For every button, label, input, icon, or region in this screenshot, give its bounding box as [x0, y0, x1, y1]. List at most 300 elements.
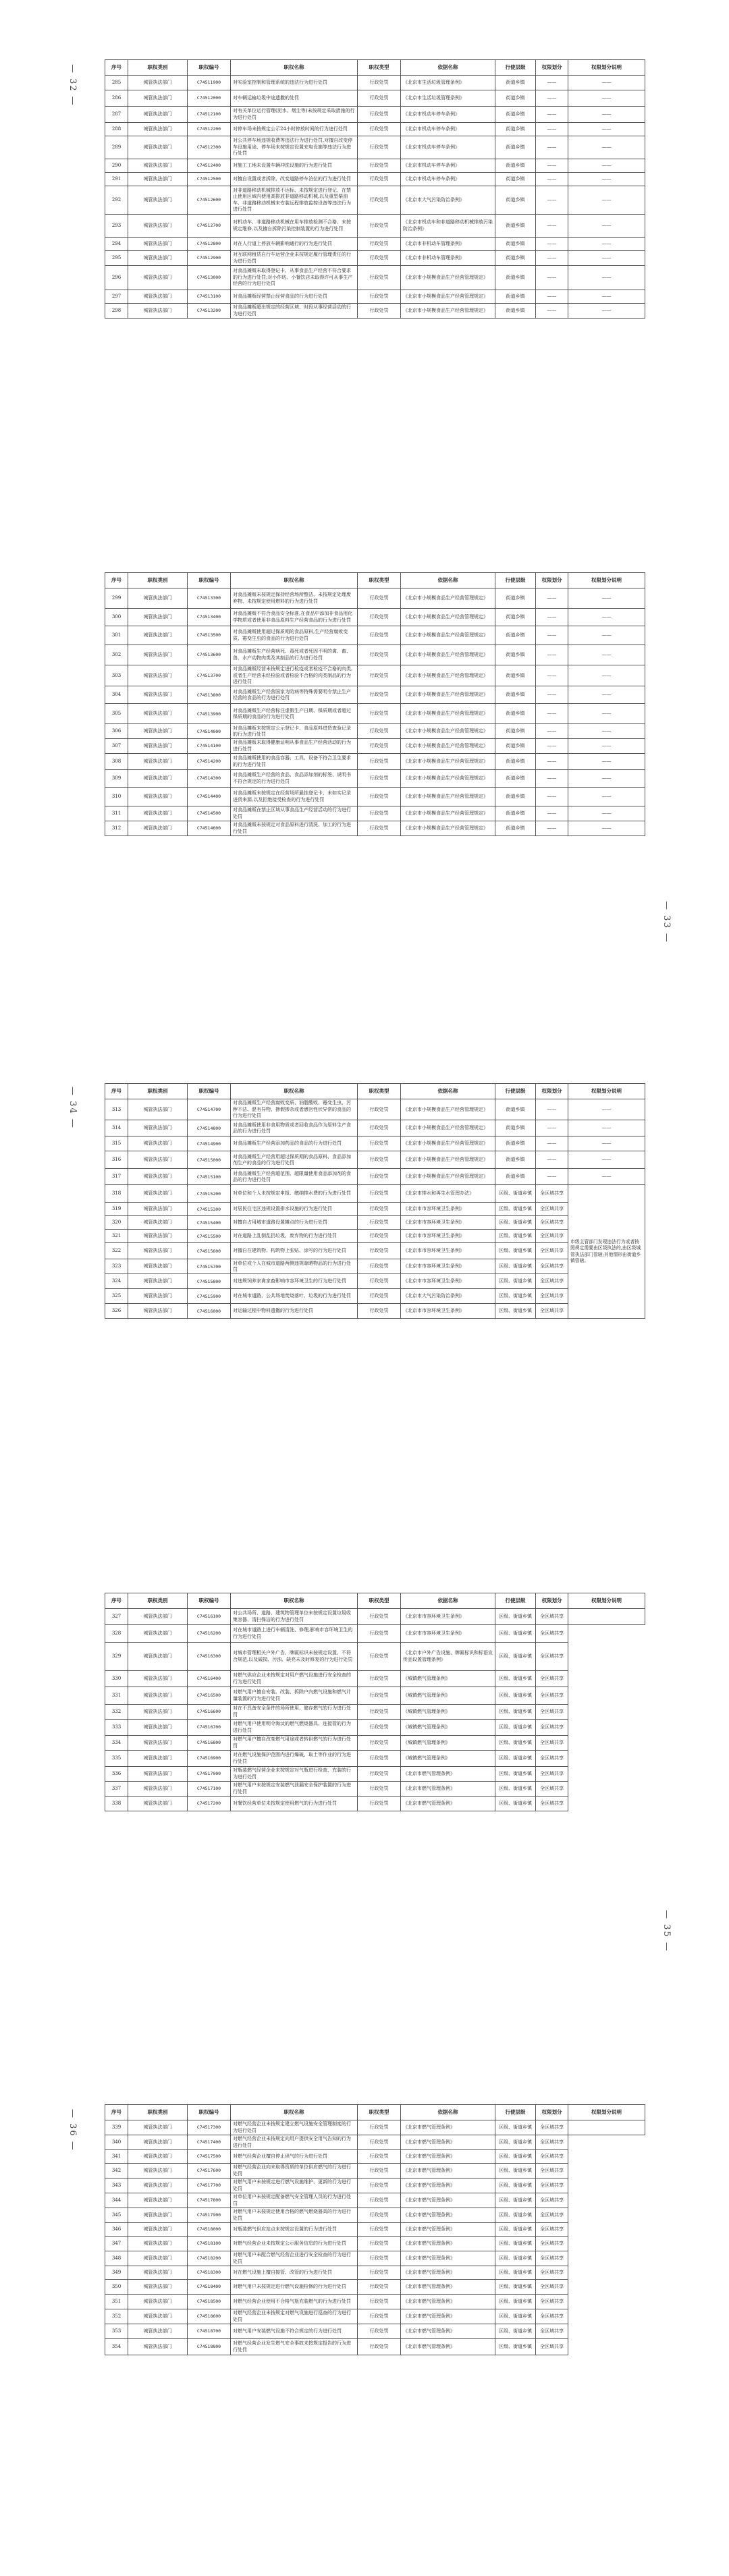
authority-type: 行政处罚 — [358, 2339, 401, 2355]
exercise-level: 区级、街道乡镇 — [495, 1230, 536, 1243]
table-row — [105, 2135, 645, 2150]
authority-division: —— — [536, 704, 568, 724]
row-number: 317 — [105, 1169, 128, 1185]
authority-name: 对燃气经营企业未按规定公示服务信息的行为进行处罚 — [231, 2237, 358, 2251]
column-header: 职权名称 — [231, 60, 358, 76]
exercise-level: 区级、街道乡镇 — [495, 1216, 536, 1230]
page-number: — 35 — — [662, 1910, 672, 1952]
table-row — [105, 1782, 645, 1797]
authority-code: C74515400 — [188, 1216, 231, 1230]
table-header-row — [105, 1593, 645, 1609]
row-number: 343 — [105, 2178, 128, 2193]
table-row — [105, 2324, 645, 2339]
authority-category: 城管执法部门 — [128, 739, 188, 754]
authority-category: 城管执法部门 — [128, 1767, 188, 1782]
authority-type: 行政处罚 — [358, 588, 401, 609]
table-row — [105, 609, 645, 626]
authority-category: 城管执法部门 — [128, 238, 188, 251]
authority-division: 全区域共享 — [536, 2164, 568, 2178]
table-row — [105, 2150, 645, 2164]
authority-name: 对食品摊贩使用非食用物质或者回收食品作为原料生产食品的行为进行处罚 — [231, 1120, 358, 1136]
division-note: —— — [568, 90, 645, 107]
legal-basis: 《北京市燃气管理条例》 — [401, 2135, 495, 2150]
authority-type: 行政处罚 — [358, 1099, 401, 1120]
division-note: —— — [568, 588, 645, 609]
authority-code: C74512500 — [188, 173, 231, 186]
division-note: —— — [568, 626, 645, 645]
table-row — [105, 1259, 645, 1274]
division-note: —— — [568, 806, 645, 821]
authority-type: 行政处罚 — [358, 1671, 401, 1687]
authority-category: 城管执法部门 — [128, 2309, 188, 2324]
row-number: 299 — [105, 588, 128, 609]
authority-name: 对有关单位运行管理(泥水、烟尘等)未按规定采取措施的行为进行处罚 — [231, 107, 358, 123]
authority-type: 行政处罚 — [358, 2150, 401, 2164]
authority-category: 城管执法部门 — [128, 665, 188, 686]
authority-table — [105, 2104, 645, 2355]
authority-code: C74515900 — [188, 1289, 231, 1304]
table-row — [105, 2280, 645, 2295]
authority-code: C74515500 — [188, 1230, 231, 1243]
authority-type: 行政处罚 — [358, 754, 401, 770]
authority-category: 城管执法部门 — [128, 2135, 188, 2150]
legal-basis: 《北京市生活垃圾管理条例》 — [401, 90, 495, 107]
row-number: 332 — [105, 1705, 128, 1720]
authority-name: 对燃气用户安装燃气设施不符合规定的行为进行处罚 — [231, 2324, 358, 2339]
row-number: 347 — [105, 2237, 128, 2251]
authority-name: 对食品摊贩超出规定的经营区域、时段从事经营活动的行为进行处罚 — [231, 304, 358, 319]
row-number: 309 — [105, 770, 128, 788]
authority-type: 行政处罚 — [358, 2251, 401, 2266]
legal-basis: 《北京市户外广告设施、牌匾标识和标语宣传品设置管理条例》 — [401, 1643, 495, 1671]
legal-basis: 《北京市燃气管理条例》 — [401, 2295, 495, 2309]
table-row — [105, 1687, 645, 1705]
authority-code: C74517600 — [188, 2164, 231, 2178]
row-number: 302 — [105, 645, 128, 665]
division-note: —— — [568, 739, 645, 754]
authority-type: 行政处罚 — [358, 123, 401, 136]
authority-category: 城管执法部门 — [128, 76, 188, 90]
authority-type: 行政处罚 — [358, 173, 401, 186]
column-header: 权限划分 — [536, 1593, 568, 1609]
authority-division: —— — [536, 686, 568, 704]
column-header: 职权类型 — [358, 1084, 401, 1099]
exercise-level: 街道乡镇 — [495, 90, 536, 107]
exercise-level: 街道乡镇 — [495, 609, 536, 626]
exercise-level: 区级、街道乡镇 — [495, 1643, 536, 1671]
authority-division: —— — [536, 215, 568, 238]
authority-name: 对燃气经营企业未按规定向用户提供安全用气告知的行为进行处罚 — [231, 2135, 358, 2150]
row-number: 303 — [105, 665, 128, 686]
exercise-level: 街道乡镇 — [495, 304, 536, 319]
authority-name: 对燃气经营企业使用不合格气瓶充装燃气的行为进行处罚 — [231, 2295, 358, 2309]
authority-code: C74518300 — [188, 2266, 231, 2280]
authority-name: 对在人行道上停放车辆影响通行的行为进行处罚 — [231, 238, 358, 251]
legal-basis: 《北京市小规模食品生产经营管理规定》 — [401, 724, 495, 739]
authority-name: 对运输过程中物料遗撒的行为进行处罚 — [231, 1304, 358, 1319]
authority-type: 行政处罚 — [358, 2309, 401, 2324]
authority-type: 行政处罚 — [358, 1797, 401, 1811]
authority-type: 行政处罚 — [358, 2324, 401, 2339]
row-number: 336 — [105, 1767, 128, 1782]
authority-category: 城管执法部门 — [128, 1720, 188, 1736]
division-note: —— — [568, 107, 645, 123]
table-row — [105, 2164, 645, 2178]
exercise-level: 区级、街道乡镇 — [495, 1259, 536, 1274]
row-number: 335 — [105, 1751, 128, 1767]
authority-division: —— — [536, 665, 568, 686]
exercise-level: 区级、街道乡镇 — [495, 2135, 536, 2150]
authority-category: 城管执法部门 — [128, 1304, 188, 1319]
authority-code: C74516100 — [188, 1609, 231, 1625]
legal-basis: 《北京市小规模食品生产经营管理规定》 — [401, 806, 495, 821]
authority-type: 行政处罚 — [358, 136, 401, 159]
row-number: 289 — [105, 136, 128, 159]
exercise-level: 区级、街道乡镇 — [495, 1782, 536, 1797]
exercise-level: 区级、街道乡镇 — [495, 1705, 536, 1720]
table-row — [105, 186, 645, 215]
authority-division: 全区域共享 — [536, 1705, 568, 1720]
authority-division: 全区域共享 — [536, 1216, 568, 1230]
authority-category: 城管执法部门 — [128, 159, 188, 173]
table-row — [105, 1304, 645, 1319]
authority-division: 全区域共享 — [536, 2251, 568, 2266]
authority-name: 对燃气经营企业向未取得资质的单位供应燃气的行为进行处罚 — [231, 2164, 358, 2178]
authority-division: —— — [536, 238, 568, 251]
authority-type: 行政处罚 — [358, 107, 401, 123]
authority-name: 对擅自占用城市道路设置摊点的行为进行处罚 — [231, 1216, 358, 1230]
authority-name: 对在道路上乱倒乱扔垃圾、废弃物的行为进行处罚 — [231, 1230, 358, 1243]
row-number: 285 — [105, 76, 128, 90]
legal-basis: 《北京市市容环境卫生条例》 — [401, 1216, 495, 1230]
legal-basis: 《北京市机动车停车条例》 — [401, 107, 495, 123]
legal-basis: 《北京市小规模食品生产经营管理规定》 — [401, 645, 495, 665]
authority-division: —— — [536, 626, 568, 645]
row-number: 295 — [105, 251, 128, 266]
authority-code: C74512100 — [188, 107, 231, 123]
authority-division: —— — [536, 1120, 568, 1136]
exercise-level: 区级、街道乡镇 — [495, 1625, 536, 1643]
authority-category: 城管执法部门 — [128, 609, 188, 626]
authority-code: C74518000 — [188, 2223, 231, 2237]
authority-name: 对实验室控制和管理系统的违法行为进行处罚 — [231, 76, 358, 90]
exercise-level: 街道乡镇 — [495, 806, 536, 821]
division-note: —— — [568, 704, 645, 724]
authority-code: C74516500 — [188, 1687, 231, 1705]
authority-category: 城管执法部门 — [128, 2324, 188, 2339]
authority-division: —— — [536, 588, 568, 609]
authority-type: 行政处罚 — [358, 1289, 401, 1304]
table-row — [105, 173, 645, 186]
row-number: 334 — [105, 1736, 128, 1751]
authority-type: 行政处罚 — [358, 2178, 401, 2193]
row-number: 308 — [105, 754, 128, 770]
authority-division: —— — [536, 1151, 568, 1169]
authority-category: 城管执法部门 — [128, 1671, 188, 1687]
column-header: 依据名称 — [401, 60, 495, 76]
division-note: —— — [568, 123, 645, 136]
authority-type: 行政处罚 — [358, 215, 401, 238]
authority-division: 全区域共享 — [536, 1767, 568, 1782]
table-row — [105, 1736, 645, 1751]
division-note: —— — [568, 136, 645, 159]
column-header: 权限划分 — [536, 573, 568, 588]
authority-division: 全区域共享 — [536, 1243, 568, 1259]
authority-code: C74514800 — [188, 1120, 231, 1136]
authority-code: C74517800 — [188, 2193, 231, 2208]
authority-division: 全区域共享 — [536, 1230, 568, 1243]
legal-basis: 《北京市大气污染防治条例》 — [401, 186, 495, 215]
column-header: 职权类别 — [128, 1084, 188, 1099]
row-number: 305 — [105, 704, 128, 724]
row-number: 296 — [105, 266, 128, 290]
authority-name: 对施工工地未设置车辆冲洗设施的行为进行处罚 — [231, 159, 358, 173]
table-row — [105, 770, 645, 788]
division-note — [568, 2120, 645, 2135]
row-number: 342 — [105, 2164, 128, 2178]
division-note: —— — [568, 1099, 645, 1120]
legal-basis: 《北京市燃气管理条例》 — [401, 2237, 495, 2251]
table-row — [105, 1136, 645, 1151]
exercise-level: 街道乡镇 — [495, 724, 536, 739]
authority-code: C74512900 — [188, 251, 231, 266]
authority-name: 对公共场所、道路、建筑物管理单位未按规定设置垃圾收集容器、清扫保洁的行为进行处罚 — [231, 1609, 358, 1625]
division-note: —— — [568, 76, 645, 90]
authority-name: 对瓶装燃气供应站点未按规定设置的行为进行处罚 — [231, 2223, 358, 2237]
column-header: 职权名称 — [231, 1593, 358, 1609]
authority-name: 对食品摊贩生产经营国家为防病等特殊需要明令禁止生产经营的食品的行为进行处罚 — [231, 686, 358, 704]
legal-basis: 《北京市燃气管理条例》 — [401, 2164, 495, 2178]
authority-name: 对擅自在建筑物、构筑物上张贴、涂写的行为进行处罚 — [231, 1243, 358, 1259]
authority-name: 对食品摊贩生产经营病死、毒死或者死因不明的禽、畜、兽、水产动物肉类及其制品的行为进行处罚 — [231, 645, 358, 665]
authority-category: 城管执法部门 — [128, 704, 188, 724]
exercise-level: 街道乡镇 — [495, 1120, 536, 1136]
division-note: —— — [568, 1151, 645, 1169]
exercise-level: 街道乡镇 — [495, 159, 536, 173]
authority-type: 行政处罚 — [358, 2223, 401, 2237]
table-row — [105, 1289, 645, 1304]
authority-division: —— — [536, 1136, 568, 1151]
authority-category: 城管执法部门 — [128, 2339, 188, 2355]
authority-code: C74513000 — [188, 266, 231, 290]
authority-division: —— — [536, 609, 568, 626]
authority-type: 行政处罚 — [358, 2295, 401, 2309]
exercise-level: 街道乡镇 — [495, 686, 536, 704]
authority-type: 行政处罚 — [358, 1687, 401, 1705]
legal-basis: 《城镇燃气管理条例》 — [401, 1736, 495, 1751]
authority-name: 对食品摊贩未取得登记卡、从事食品生产经营不符合要求的行为进行处罚;对小作坊、小餐饮店未取得许可从事生产经营的行为进行处罚 — [231, 266, 358, 290]
division-note: —— — [568, 290, 645, 304]
authority-name: 对燃气经营企业未按规定对燃气设施进行巡查的行为进行处罚 — [231, 2309, 358, 2324]
exercise-level: 街道乡镇 — [495, 739, 536, 754]
authority-type: 行政处罚 — [358, 665, 401, 686]
table-row — [105, 76, 645, 90]
authority-type: 行政处罚 — [358, 1185, 401, 1203]
authority-type: 行政处罚 — [358, 159, 401, 173]
authority-type: 行政处罚 — [358, 251, 401, 266]
exercise-level: 街道乡镇 — [495, 136, 536, 159]
exercise-level: 街道乡镇 — [495, 76, 536, 90]
legal-basis: 《北京市小规模食品生产经营管理规定》 — [401, 626, 495, 645]
authority-category: 城管执法部门 — [128, 1185, 188, 1203]
authority-code: C74517500 — [188, 2150, 231, 2164]
authority-code: C74513100 — [188, 290, 231, 304]
exercise-level: 区级、街道乡镇 — [495, 2120, 536, 2135]
legal-basis: 《北京市小规模食品生产经营管理规定》 — [401, 686, 495, 704]
authority-category: 城管执法部门 — [128, 1216, 188, 1230]
row-number: 286 — [105, 90, 128, 107]
authority-type: 行政处罚 — [358, 788, 401, 806]
authority-category: 城管执法部门 — [128, 215, 188, 238]
column-header: 依据名称 — [401, 2105, 495, 2120]
row-number: 315 — [105, 1136, 128, 1151]
legal-basis: 《北京市小规模食品生产经营管理规定》 — [401, 665, 495, 686]
authority-division: —— — [536, 186, 568, 215]
authority-category: 城管执法部门 — [128, 1203, 188, 1216]
authority-table — [105, 59, 645, 319]
row-number: 304 — [105, 686, 128, 704]
exercise-level: 区级、街道乡镇 — [495, 2280, 536, 2295]
division-note: —— — [568, 754, 645, 770]
legal-basis: 《北京市小规模食品生产经营管理规定》 — [401, 609, 495, 626]
row-number: 327 — [105, 1609, 128, 1625]
authority-name: 对互联网租赁自行车运营企业未按规定履行管理责任的行为进行处罚 — [231, 251, 358, 266]
legal-basis: 《北京市小规模食品生产经营管理规定》 — [401, 1099, 495, 1120]
table-row — [105, 2237, 645, 2251]
authority-table — [105, 1083, 645, 1319]
division-note: —— — [568, 238, 645, 251]
row-number: 338 — [105, 1797, 128, 1811]
authority-code: C74517100 — [188, 1782, 231, 1797]
table-row — [105, 304, 645, 319]
row-number: 311 — [105, 806, 128, 821]
authority-name: 对燃气经营企业未按规定建立燃气设施安全管理制度的行为进行处罚 — [231, 2120, 358, 2135]
authority-division: —— — [536, 739, 568, 754]
row-number: 324 — [105, 1274, 128, 1289]
table-row — [105, 1169, 645, 1185]
authority-category: 城管执法部门 — [128, 123, 188, 136]
authority-type: 行政处罚 — [358, 770, 401, 788]
authority-code: C74516400 — [188, 1671, 231, 1687]
table-row — [105, 1751, 645, 1767]
authority-division: 全区域共享 — [536, 2193, 568, 2208]
authority-code: C74516200 — [188, 1625, 231, 1643]
authority-name: 对机动车、非道路移动机械在用车排放检测不合格、未按规定维修,以及擅自拆除污染控制装置的行为进行处罚 — [231, 215, 358, 238]
authority-table — [105, 572, 645, 836]
table-row — [105, 1120, 645, 1136]
authority-name: 对单位或个人在城市道路两侧违规晾晒物品的行为进行处罚 — [231, 1259, 358, 1274]
authority-category: 城管执法部门 — [128, 686, 188, 704]
legal-basis: 《北京市小规模食品生产经营管理规定》 — [401, 290, 495, 304]
authority-division: —— — [536, 266, 568, 290]
authority-name: 对食品摊贩未按规定公示登记卡、食品原料进货查验记录的行为进行处罚 — [231, 724, 358, 739]
division-note: —— — [568, 1120, 645, 1136]
authority-category: 城管执法部门 — [128, 1136, 188, 1151]
column-header: 权限划分说明 — [568, 1593, 645, 1609]
authority-name: 对燃气用户未配合燃气经营企业进行安全检查的行为进行处罚 — [231, 2251, 358, 2266]
authority-category: 城管执法部门 — [128, 588, 188, 609]
authority-type: 行政处罚 — [358, 1609, 401, 1625]
authority-name: 对食品摊贩生产经营标注虚假生产日期、保质期或者超过保质期的食品的行为进行处罚 — [231, 704, 358, 724]
column-header: 依据名称 — [401, 573, 495, 588]
legal-basis: 《北京市市容环境卫生条例》 — [401, 1243, 495, 1259]
row-number: 306 — [105, 724, 128, 739]
row-number: 349 — [105, 2266, 128, 2280]
table-row — [105, 238, 645, 251]
column-header: 权限划分 — [536, 60, 568, 76]
column-header: 序号 — [105, 2105, 128, 2120]
division-note: —— — [568, 304, 645, 319]
authority-name: 对食品摊贩未按规定保持经营场所整洁、未按规定处理废弃物、未按规定使用燃料的行为进行处罚 — [231, 588, 358, 609]
authority-division: 全区域共享 — [536, 2208, 568, 2223]
row-number: 340 — [105, 2135, 128, 2150]
authority-code: C74514600 — [188, 821, 231, 836]
authority-division: 全区域共享 — [536, 2150, 568, 2164]
authority-code: C74515600 — [188, 1243, 231, 1259]
column-header: 职权编号 — [188, 1084, 231, 1099]
legal-basis: 《北京市机动车和非道路移动机械排放污染防治条例》 — [401, 215, 495, 238]
legal-basis: 《北京市燃气管理条例》 — [401, 2266, 495, 2280]
legal-basis: 《北京市市容环境卫生条例》 — [401, 1203, 495, 1216]
legal-basis: 《北京市燃气管理条例》 — [401, 1782, 495, 1797]
authority-type: 行政处罚 — [358, 238, 401, 251]
row-number: 341 — [105, 2150, 128, 2164]
row-number: 314 — [105, 1120, 128, 1136]
column-header: 职权名称 — [231, 2105, 358, 2120]
authority-category: 城管执法部门 — [128, 290, 188, 304]
row-number: 337 — [105, 1782, 128, 1797]
exercise-level: 街道乡镇 — [495, 665, 536, 686]
legal-basis: 《北京市燃气管理条例》 — [401, 2193, 495, 2208]
table-row — [105, 215, 645, 238]
legal-basis: 《北京市小规模食品生产经营管理规定》 — [401, 739, 495, 754]
authority-code: C74512400 — [188, 159, 231, 173]
exercise-level: 区级、街道乡镇 — [495, 2237, 536, 2251]
exercise-level: 街道乡镇 — [495, 704, 536, 724]
legal-basis: 《北京市小规模食品生产经营管理规定》 — [401, 304, 495, 319]
division-note: —— — [568, 215, 645, 238]
authority-division: —— — [536, 76, 568, 90]
authority-category: 城管执法部门 — [128, 1625, 188, 1643]
table-row — [105, 1625, 645, 1643]
row-number: 321 — [105, 1230, 128, 1243]
authority-category: 城管执法部门 — [128, 1782, 188, 1797]
exercise-level: 街道乡镇 — [495, 588, 536, 609]
division-note: —— — [568, 788, 645, 806]
exercise-level: 街道乡镇 — [495, 788, 536, 806]
authority-code: C74512700 — [188, 215, 231, 238]
column-header: 权限划分说明 — [568, 60, 645, 76]
authority-category: 城管执法部门 — [128, 626, 188, 645]
column-header: 序号 — [105, 1084, 128, 1099]
authority-division: 全区域共享 — [536, 2324, 568, 2339]
division-note: —— — [568, 724, 645, 739]
authority-code: C74518600 — [188, 2309, 231, 2324]
legal-basis: 《北京市燃气管理条例》 — [401, 2223, 495, 2237]
table-row — [105, 821, 645, 836]
legal-basis: 《北京市市容环境卫生条例》 — [401, 1609, 495, 1625]
table-row — [105, 90, 645, 107]
authority-name: 对停车场未按规定公示24小时停放时间的行为进行处罚 — [231, 123, 358, 136]
row-number: 292 — [105, 186, 128, 215]
legal-basis: 《北京市小规模食品生产经营管理规定》 — [401, 1136, 495, 1151]
authority-code: C74513800 — [188, 686, 231, 704]
authority-division: —— — [536, 159, 568, 173]
exercise-level: 区级、街道乡镇 — [495, 1609, 536, 1625]
authority-category: 城管执法部门 — [128, 2266, 188, 2280]
column-header: 职权类型 — [358, 2105, 401, 2120]
authority-type: 行政处罚 — [358, 1720, 401, 1736]
